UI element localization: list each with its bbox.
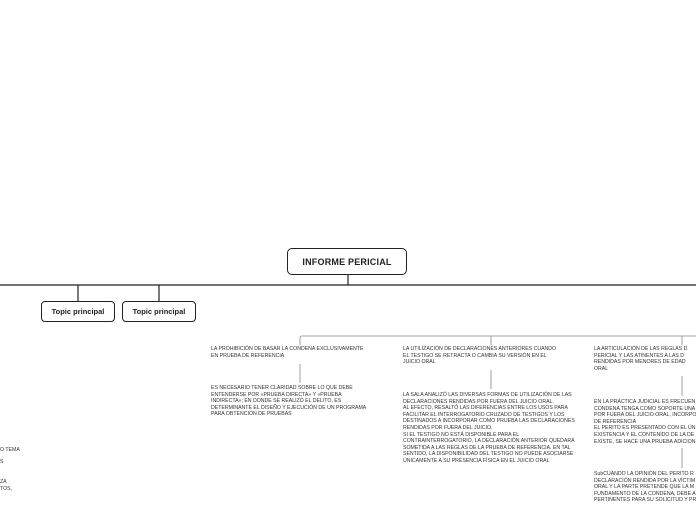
central-topic[interactable]: INFORME PERICIAL <box>287 248 407 275</box>
topic-principal-1[interactable]: Topic principal <box>41 301 115 322</box>
left-fragment-2[interactable]: S <box>0 459 4 465</box>
topic-principal-2[interactable]: Topic principal <box>122 301 196 322</box>
branch-body-articulacion[interactable]: EN LA PRÁCTICA JUDICIAL ES FRECUEN CONDENA TENGA COMO SOPORTE UNA POR FUERA DEL JUICIO ORAL, INCORPO DE REFERENCIA EL PERITO ES PRESENTADO CON EL ÚN EXISTENCIA Y EL CONTENIDO DE LA DE EXISTE, SE HACE UNA PRUEBA ADICION <box>594 399 696 445</box>
branch-heading-prohibicion[interactable]: LA PROHIBICIÓN DE BASAR LA CONDENA EXCLUSIVAMENTE EN PRUEBA DE REFERENCIA <box>211 346 364 359</box>
branch-bar <box>300 336 696 345</box>
left-fragment-1[interactable]: O TEMA <box>0 447 20 453</box>
branch-heading-articulacion[interactable]: LA ARTICULACIÓN DE LAS REGLAS D PERICIAL Y LAS ATINENTES A LAS D RENDIDAS POR MENORES DE EDAD ORAL <box>594 346 688 372</box>
left-fragment-3[interactable]: ZA TOS, <box>0 479 13 492</box>
branch-body-declaraciones[interactable]: LA SALA ANALIZÓ LAS DIVERSAS FORMAS DE UTILIZACIÓN DE LAS DECLARACIONES RENDIDAS POR FUERA DEL JUICIO ORAL. AL EFECTO, RESALTÓ LAS DIFERENCIAS ENTRE LOS USOS PARA FACILITAR EL INTERROGATORIO CRUZADO DE TESTIGOS Y LOS DESTINADOS A INCORPORAR COMO PRUEBA LAS DECLARACIONES RENDIDAS POR FUERA DEL JUICIO. SI EL TESTIGO NO ESTÁ DISPONIBLE PARA EL CONTRAINTERROGATORIO, LA DECLARACIÓN ANTERIOR QUEDARÁ SOMETIDA A LAS REGLAS DE LA PRUEBA DE REFERENCIA. EN TAL SENTIDO, LA DISPONIBILIDAD DEL TESTIGO NO PUEDE ASOCIARSE ÚNICAMENTE A SU PRESENCIA FÍSICA EN EL JUICIO ORAL <box>403 392 575 464</box>
branch-body-prohibicion[interactable]: ES NECESARIO TENER CLARIDAD SOBRE LO QUE DEBE ENTENDERSE POR «PRUEBA DIRECTA» Y «PRUEBA INDIRECTA»; EN DONDE SE REALIZÓ EL DELITO, ES DETERMINANTE EL DISEÑO Y EJECUCIÓN DE UN PROGRAMA PARA OBTENCIÓN DE PRUEBAS <box>211 385 367 418</box>
trunk-line-left <box>0 275 348 285</box>
branch-body-articulacion-2[interactable]: SubCUANDO LA OPINIÓN DEL PERITO R DECLARACIÓN RENDIDA POR LA VÍCTIM ORAL Y LA PARTE PRETENDE QUE LA M FUNDAMENTO DE LA CONDENA, DEBE A PERTINENTES PARA SU SOLICITUD Y PR <box>594 471 696 504</box>
branch-heading-declaraciones[interactable]: LA UTILIZACIÓN DE DECLARACIONES ANTERIORES CUANDO EL TESTIGO SE RETRACTA O CAMBIA SU VERSIÓN EN EL JUICIO ORAL <box>403 346 557 366</box>
